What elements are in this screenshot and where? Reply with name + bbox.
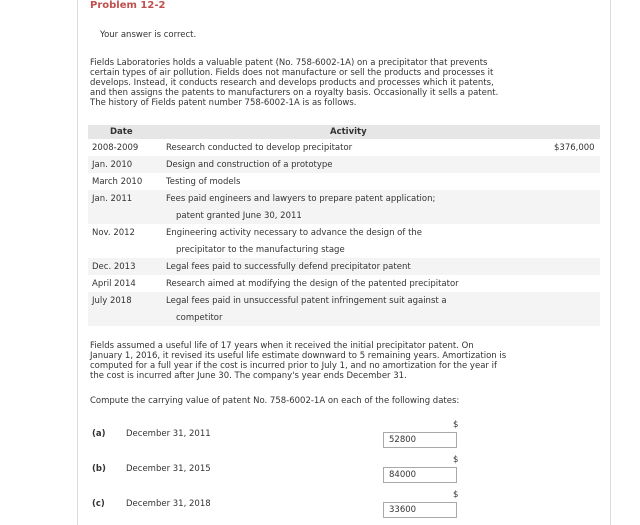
row-activity: patent granted June 30, 2011 [176, 211, 302, 221]
intro-paragraph [90, 58, 570, 108]
column-header-date: Date [110, 127, 133, 137]
row-date: Jan. 2010 [92, 160, 133, 170]
answer-input-c[interactable] [383, 502, 457, 518]
feedback-message: Your answer is correct. [100, 30, 197, 40]
row-activity: Design and construction of a prototype [166, 160, 333, 170]
row-activity: competitor [176, 313, 223, 323]
row-date: July 2018 [92, 296, 132, 306]
row-activity: Testing of models [166, 177, 241, 187]
row-activity: Engineering activity necessary to advance the design of the [166, 228, 423, 238]
assumption-line: Fields assumed a useful life of 17 years when it received the initial precipitator patent. On [90, 341, 474, 351]
assumption-line: January 1, 2016, it revised its useful life estimate downward to 5 remaining years. Amortization is [90, 351, 507, 361]
problem-panel [77, 0, 611, 525]
assumption-paragraph [90, 341, 570, 381]
answer-input-b[interactable] [383, 467, 457, 483]
row-activity: Research conducted to develop precipitator [166, 143, 353, 153]
question-date: December 31, 2018 [126, 499, 211, 509]
table-row [88, 173, 600, 190]
table-row [88, 241, 600, 258]
first-row-amount: $376,000 [554, 143, 595, 153]
table-row [88, 139, 600, 156]
problem-title: Problem 12-2 [90, 0, 166, 11]
row-activity: Fees paid engineers and lawyers to prepare patent application; [166, 194, 436, 204]
intro-line: The history of Fields patent number 758-6002-1A is as follows. [90, 98, 357, 108]
intro-line: certain types of air pollution. Fields does not manufacture or sell the products and processes it [90, 68, 494, 78]
currency-symbol: $ [453, 455, 459, 465]
row-date: Dec. 2013 [92, 262, 136, 272]
intro-line: and then assigns the patents to manufacturers on a royalty basis. Occasionally it sells a patent. [90, 88, 499, 98]
row-activity: precipitator to the manufacturing stage [176, 245, 345, 255]
question-date: December 31, 2011 [126, 429, 211, 439]
row-date: Nov. 2012 [92, 228, 135, 238]
instruction-text: Compute the carrying value of patent No. 758-6002-1A on each of the following dates: [90, 396, 460, 406]
row-activity: Legal fees paid to successfully defend precipitator patent [166, 262, 411, 272]
intro-line: Fields Laboratories holds a valuable patent (No. 758-6002-1A) on a precipitator that prevents [90, 58, 488, 68]
currency-symbol: $ [453, 420, 459, 430]
currency-symbol: $ [453, 490, 459, 500]
intro-line: develops. Instead, it conducts research and develops products and processes which it patents, [90, 78, 494, 88]
answer-input-a[interactable] [383, 432, 457, 448]
row-activity: Research aimed at modifying the design of the patented precipitator [166, 279, 459, 289]
question-label: (a) [92, 429, 106, 439]
row-date: Jan. 2011 [92, 194, 133, 204]
table-row [88, 292, 600, 309]
row-activity: Legal fees paid in unsuccessful patent infringement suit against a [166, 296, 447, 306]
table-row [88, 207, 600, 224]
assumption-line: computed for a full year if the cost is incurred prior to July 1, and no amortization for the year if [90, 361, 497, 371]
assumption-line: the cost is incurred after June 30. The company's year ends December 31. [90, 371, 407, 381]
question-date: December 31, 2015 [126, 464, 211, 474]
table-row [88, 190, 600, 207]
column-header-activity: Activity [330, 127, 367, 137]
table-row [88, 258, 600, 275]
table-row [88, 275, 600, 292]
row-date: 2008-2009 [92, 143, 139, 153]
history-table-header [88, 125, 600, 139]
row-date: March 2010 [92, 177, 143, 187]
row-date: April 2014 [92, 279, 136, 289]
question-label: (c) [92, 499, 105, 509]
table-row [88, 224, 600, 241]
question-label: (b) [92, 464, 106, 474]
table-row [88, 309, 600, 326]
table-row [88, 156, 600, 173]
